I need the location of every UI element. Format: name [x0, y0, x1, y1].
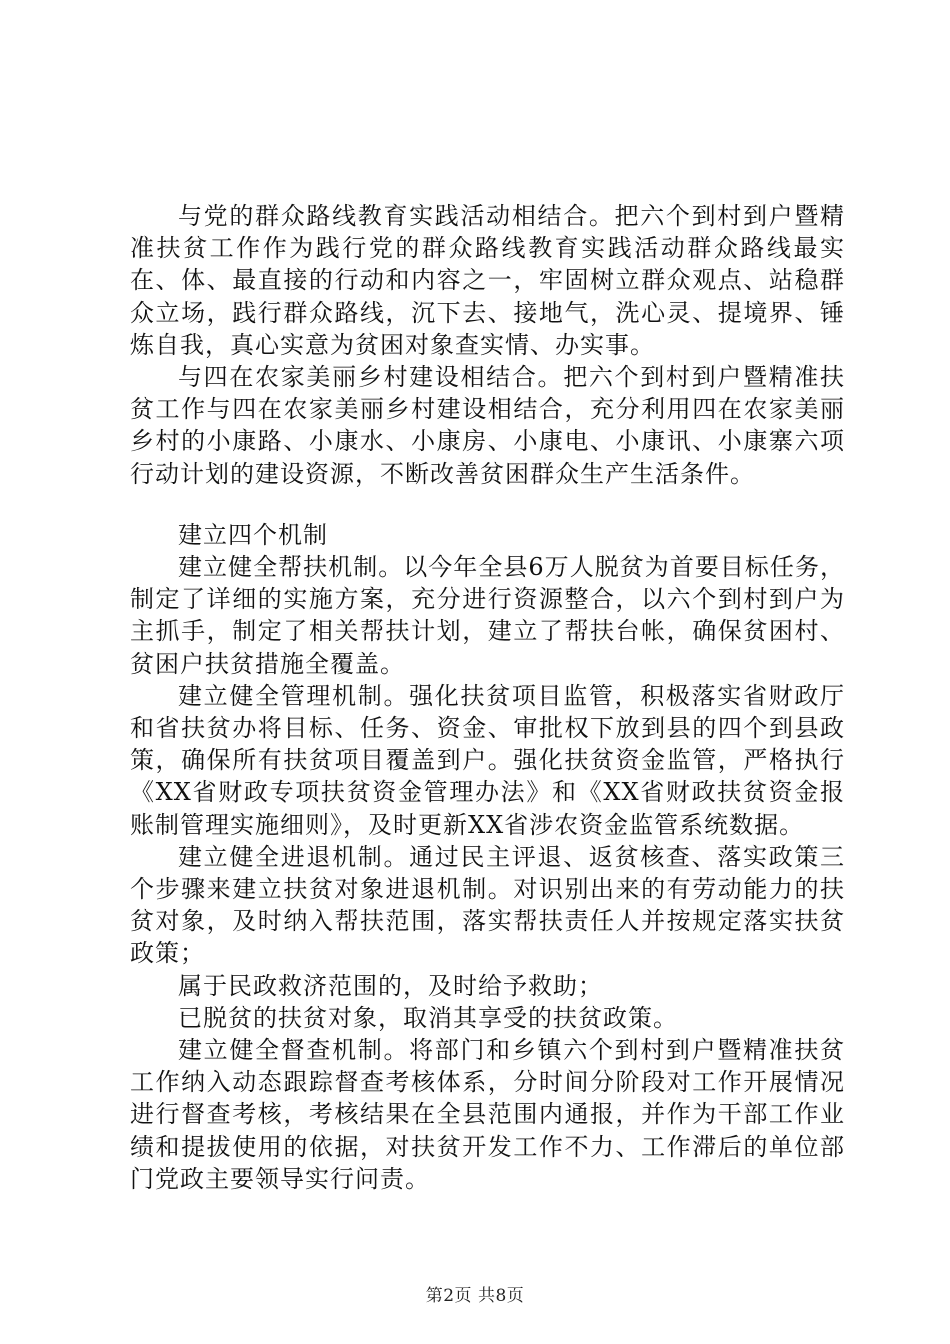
- paragraph-entry-exit-mechanism: 建立健全进退机制。通过民主评退、返贫核查、落实政策三个步骤来建立扶贫对象进退机制。对识别出来的有劳动能力的扶贫对象，及时纳入帮扶范围，落实帮扶责任人并按规定落实扶贫政策；: [130, 842, 845, 968]
- paragraph-supervision-mechanism: 建立健全督查机制。将部门和乡镇六个到村到户暨精准扶贫工作纳入动态跟踪督查考核体系，分时间分阶段对工作开展情况进行督查考核，考核结果在全县范围内通报，并作为干部工作业绩和提拔使用的依据，对扶贫开发工作不力、工作滞后的单位部门党政主要领导实行问责。: [130, 1036, 845, 1193]
- paragraph-civil-relief: 属于民政救济范围的，及时给予救助；: [178, 971, 603, 1000]
- paragraph-gap: [130, 490, 845, 519]
- paragraph-management-mechanism: 建立健全管理机制。强化扶贫项目监管，积极落实省财政厅和省扶贫办将目标、任务、资金、审批权下放到县的四个到县政策，确保所有扶贫项目覆盖到户。强化扶贫资金监管，严格执行《XX省财政专项扶贫资金管理办法》和《XX省财政扶贫资金报账制管理实施细则》，及时更新XX省涉农资金监管系统数据。: [130, 681, 845, 839]
- paragraph-mass-line: 与党的群众路线教育实践活动相结合。把六个到村到户暨精准扶贫工作作为践行党的群众路线教育实践活动群众路线最实在、体、最直接的行动和内容之一，牢固树立群众观点、站稳群众立场，践行群众路线，沉下去、接地气，洗心灵、提境界、锤炼自我，真心实意为贫困对象查实情、办实事。: [130, 202, 845, 359]
- page-number-footer: 第2页 共8页: [425, 1286, 525, 1306]
- paragraph-assistance-mechanism: 建立健全帮扶机制。以今年全县6万人脱贫为首要目标任务，制定了详细的实施方案，充分进行资源整合，以六个到村到户为主抓手，制定了相关帮扶计划，建立了帮扶台帐，确保贫困村、贫困户扶贫措施全覆盖。: [130, 553, 845, 678]
- paragraph-cancel-policy: 已脱贫的扶贫对象，取消其享受的扶贫政策。: [178, 1003, 678, 1032]
- document-body: [130, 200, 845, 1195]
- section-heading: 建立四个机制: [178, 520, 328, 549]
- paragraph-four-in-farmhouse: 与四在农家美丽乡村建设相结合。把六个到村到户暨精准扶贫工作与四在农家美丽乡村建设相结合，充分利用四在农家美丽乡村的小康路、小康水、小康房、小康电、小康讯、小康寨六项行动计划的建设资源，不断改善贫困群众生产生活条件。: [130, 363, 845, 488]
